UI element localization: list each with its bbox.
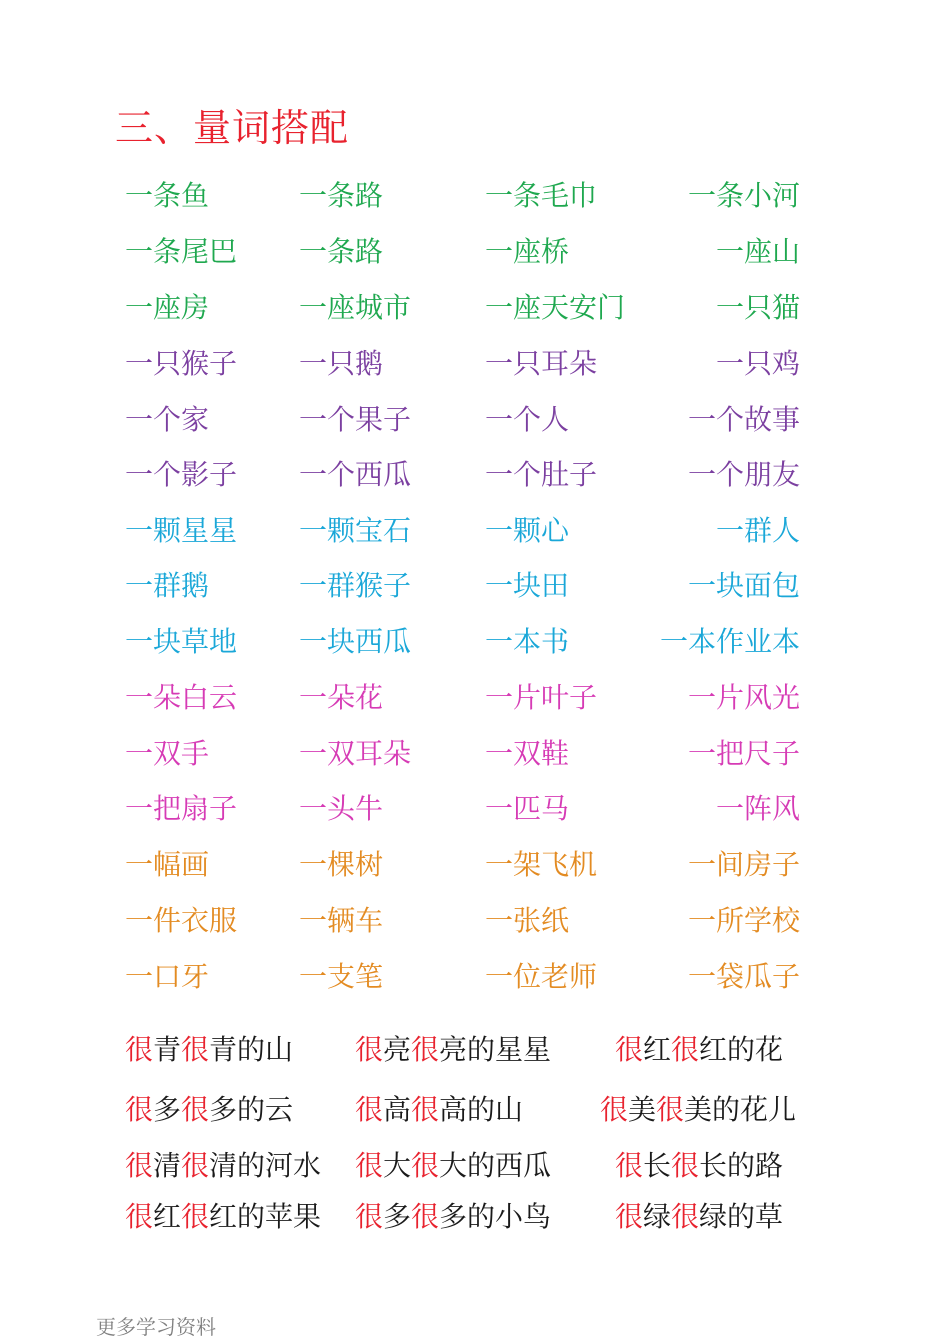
- measure-word-item: 一张纸: [485, 904, 570, 937]
- measure-word-item: 一把扇子: [125, 792, 238, 825]
- measure-word-item: 一颗心: [485, 514, 570, 547]
- hen-phrase: [355, 1148, 551, 1184]
- phrase-part: 红: [643, 1033, 672, 1066]
- measure-word-item: 一条鱼: [125, 179, 210, 212]
- phrase-part: 清的河水: [209, 1149, 322, 1182]
- hen-char: 很: [411, 1200, 440, 1233]
- measure-word-item: 一个人: [485, 403, 570, 436]
- measure-word-item: 一条尾巴: [125, 235, 238, 268]
- phrase-part: 红的花: [699, 1033, 784, 1066]
- measure-word-item: 一块西瓜: [299, 625, 412, 658]
- measure-word-item: 一座城市: [299, 291, 412, 324]
- hen-char: 很: [411, 1093, 440, 1126]
- hen-phrase: [125, 1148, 321, 1184]
- measure-word-item: 一朵白云: [125, 681, 238, 714]
- measure-word-item: 一颗宝石: [299, 514, 412, 547]
- hen-phrase: [355, 1092, 523, 1128]
- measure-word-item: 一座天安门: [485, 291, 626, 324]
- hen-char: 很: [615, 1149, 644, 1182]
- phrase-part: 绿: [643, 1200, 672, 1233]
- measure-word-item: 一朵花: [299, 681, 384, 714]
- measure-word-item: 一件衣服: [125, 904, 238, 937]
- hen-char: 很: [615, 1033, 644, 1066]
- phrase-part: 青的山: [209, 1033, 294, 1066]
- phrase-part: 高的山: [439, 1093, 524, 1126]
- hen-char: 很: [181, 1093, 210, 1126]
- hen-phrase: [600, 1092, 796, 1128]
- phrase-part: 青: [153, 1033, 182, 1066]
- hen-char: 很: [671, 1200, 700, 1233]
- hen-char: 很: [181, 1149, 210, 1182]
- measure-word-item: 一只猫: [715, 291, 800, 324]
- hen-phrase: [615, 1148, 783, 1184]
- hen-char: 很: [671, 1149, 700, 1182]
- measure-word-item: 一所学校: [687, 904, 800, 937]
- hen-char: 很: [355, 1149, 384, 1182]
- hen-char: 很: [615, 1200, 644, 1233]
- measure-word-item: 一口牙: [125, 960, 210, 993]
- hen-char: 很: [125, 1093, 154, 1126]
- measure-word-item: 一支笔: [299, 960, 384, 993]
- measure-word-item: 一个肚子: [485, 458, 598, 491]
- hen-char: 很: [600, 1093, 629, 1126]
- hen-char: 很: [656, 1093, 685, 1126]
- hen-char: 很: [411, 1033, 440, 1066]
- phrase-part: 长的路: [699, 1149, 784, 1182]
- phrase-part: 大: [383, 1149, 412, 1182]
- measure-word-item: 一头牛: [299, 792, 384, 825]
- measure-word-item: 一片风光: [687, 681, 800, 714]
- measure-word-item: 一架飞机: [485, 848, 598, 881]
- measure-word-item: 一座桥: [485, 235, 570, 268]
- hen-phrase: [125, 1092, 293, 1128]
- measure-word-item: 一座山: [715, 235, 800, 268]
- hen-char: 很: [181, 1033, 210, 1066]
- hen-phrase: [125, 1199, 321, 1235]
- page-title: 三、量词搭配: [115, 106, 350, 150]
- measure-word-item: 一匹马: [485, 792, 570, 825]
- hen-phrase: [355, 1032, 551, 1068]
- measure-word-item: 一片叶子: [485, 681, 598, 714]
- phrase-part: 美的花儿: [684, 1093, 797, 1126]
- measure-word-item: 一把尺子: [687, 737, 800, 770]
- measure-word-item: 一个果子: [299, 403, 412, 436]
- phrase-part: 多的云: [209, 1093, 294, 1126]
- measure-word-item: 一只鹅: [299, 347, 384, 380]
- phrase-part: 亮: [383, 1033, 412, 1066]
- phrase-part: 红: [153, 1200, 182, 1233]
- measure-word-item: 一条小河: [687, 179, 800, 212]
- measure-word-item: 一袋瓜子: [687, 960, 800, 993]
- measure-word-item: 一条路: [299, 179, 384, 212]
- phrase-part: 美: [628, 1093, 657, 1126]
- hen-char: 很: [125, 1149, 154, 1182]
- measure-word-item: 一只猴子: [125, 347, 238, 380]
- measure-word-item: 一块草地: [125, 625, 238, 658]
- measure-word-item: 一只鸡: [715, 347, 800, 380]
- phrase-part: 多的小鸟: [439, 1200, 552, 1233]
- phrase-part: 大的西瓜: [439, 1149, 552, 1182]
- measure-word-item: 一群猴子: [299, 569, 412, 602]
- measure-word-item: 一个家: [125, 403, 210, 436]
- hen-char: 很: [181, 1200, 210, 1233]
- phrase-part: 红的苹果: [209, 1200, 322, 1233]
- measure-word-item: 一双手: [125, 737, 210, 770]
- phrase-part: 多: [153, 1093, 182, 1126]
- measure-word-item: 一个朋友: [687, 458, 800, 491]
- measure-word-item: 一本作业本: [659, 625, 800, 658]
- measure-word-item: 一双耳朵: [299, 737, 412, 770]
- hen-phrase: [125, 1032, 293, 1068]
- measure-word-item: 一辆车: [299, 904, 384, 937]
- hen-phrase: [355, 1199, 551, 1235]
- hen-char: 很: [671, 1033, 700, 1066]
- phrase-part: 绿的草: [699, 1200, 784, 1233]
- measure-word-item: 一个故事: [687, 403, 800, 436]
- measure-word-item: 一阵风: [715, 792, 800, 825]
- measure-word-item: 一双鞋: [485, 737, 570, 770]
- measure-word-item: 一棵树: [299, 848, 384, 881]
- phrase-part: 清: [153, 1149, 182, 1182]
- measure-word-item: 一条路: [299, 235, 384, 268]
- measure-word-item: 一本书: [485, 625, 570, 658]
- measure-word-item: 一颗星星: [125, 514, 238, 547]
- hen-char: 很: [125, 1033, 154, 1066]
- measure-word-item: 一间房子: [687, 848, 800, 881]
- measure-word-item: 一群人: [715, 514, 800, 547]
- measure-word-item: 一个影子: [125, 458, 238, 491]
- phrase-part: 多: [383, 1200, 412, 1233]
- hen-char: 很: [411, 1149, 440, 1182]
- hen-char: 很: [355, 1093, 384, 1126]
- measure-word-item: 一条毛巾: [485, 179, 598, 212]
- phrase-part: 长: [643, 1149, 672, 1182]
- measure-word-item: 一块面包: [687, 569, 800, 602]
- measure-word-item: 一个西瓜: [299, 458, 412, 491]
- measure-word-item: 一座房: [125, 291, 210, 324]
- hen-phrase: [615, 1199, 783, 1235]
- phrase-part: 亮的星星: [439, 1033, 552, 1066]
- phrase-part: 高: [383, 1093, 412, 1126]
- hen-char: 很: [355, 1033, 384, 1066]
- footer-text: 更多学习资料: [96, 1315, 216, 1339]
- hen-char: 很: [125, 1200, 154, 1233]
- measure-word-item: 一群鹅: [125, 569, 210, 602]
- measure-word-item: 一位老师: [485, 960, 598, 993]
- measure-word-item: 一幅画: [125, 848, 210, 881]
- measure-word-item: 一只耳朵: [485, 347, 598, 380]
- measure-word-item: 一块田: [485, 569, 570, 602]
- hen-phrase: [615, 1032, 783, 1068]
- hen-char: 很: [355, 1200, 384, 1233]
